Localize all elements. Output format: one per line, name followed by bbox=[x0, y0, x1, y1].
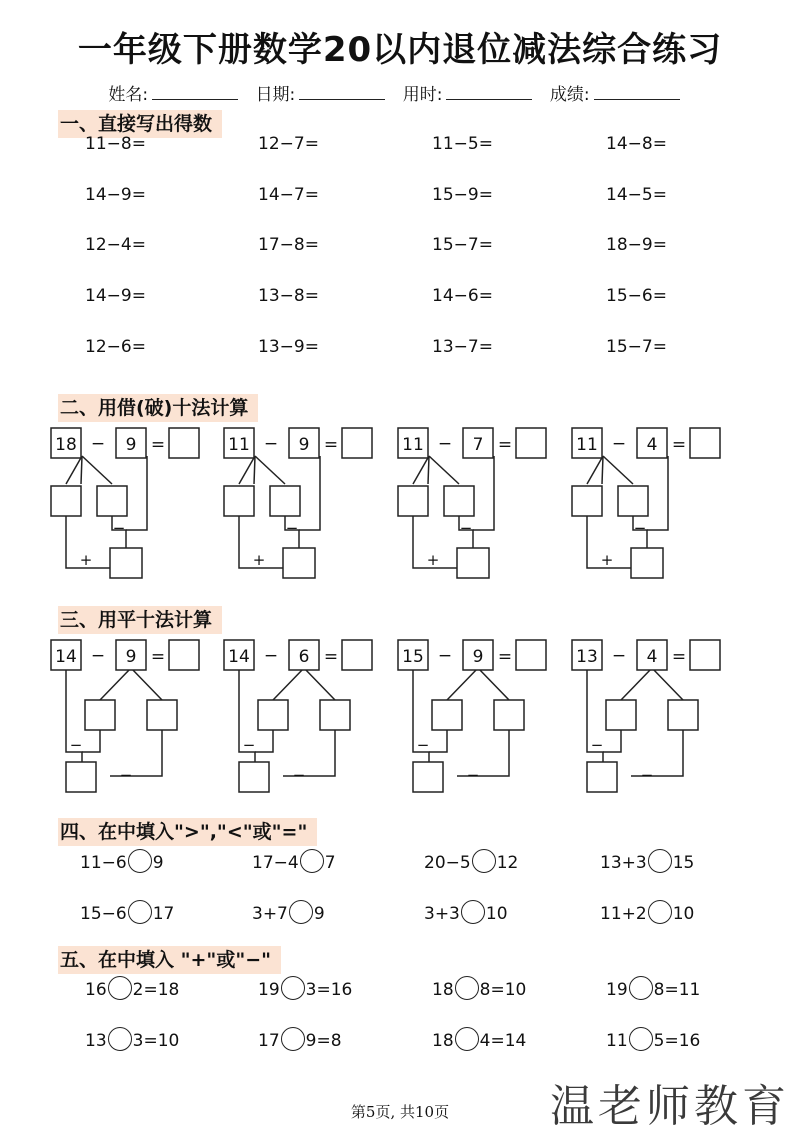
minus-sign: − bbox=[263, 646, 279, 666]
connector-line bbox=[299, 456, 320, 530]
worksheet-title: 一年级下册数学20以内退位减法综合练习 bbox=[77, 30, 723, 70]
equation-item: 17−8= bbox=[258, 235, 319, 255]
right-expression: 15 bbox=[672, 853, 695, 873]
fill-in-item bbox=[600, 902, 694, 926]
split-box-ten[interactable] bbox=[224, 486, 254, 516]
date-blank[interactable] bbox=[299, 85, 385, 100]
name-label: 姓名: bbox=[108, 85, 149, 105]
minus-sign: − bbox=[459, 519, 473, 537]
equals-sign: = bbox=[150, 647, 166, 667]
equation-item: 12−7= bbox=[258, 134, 319, 154]
connector-line bbox=[429, 456, 459, 484]
minus-sign: − bbox=[263, 434, 279, 454]
answer-box[interactable] bbox=[169, 640, 199, 670]
time-label: 用时: bbox=[402, 85, 443, 105]
left-expression: 19 bbox=[258, 980, 280, 1000]
answer-circle[interactable] bbox=[472, 849, 496, 873]
fill-in-item bbox=[80, 902, 174, 926]
equation-item: 12−6= bbox=[85, 337, 146, 357]
split-box-ten[interactable] bbox=[398, 486, 428, 516]
connector-line bbox=[255, 730, 273, 752]
minus-sign: − bbox=[416, 736, 430, 754]
left-expression: 17 bbox=[258, 1031, 280, 1051]
minus-sign: − bbox=[466, 766, 480, 784]
diagram-svg bbox=[223, 422, 398, 582]
page-footer: 第5页, 共10页 bbox=[350, 1103, 450, 1121]
connector-line bbox=[304, 668, 335, 700]
fill-in-item bbox=[85, 978, 179, 1002]
minuend-number: 18 bbox=[55, 435, 77, 455]
diagram-svg bbox=[50, 422, 225, 582]
right-expression: 5=16 bbox=[653, 1031, 701, 1051]
plus-sign: + bbox=[426, 551, 440, 569]
subtrahend-number: 6 bbox=[298, 647, 310, 667]
split-box-ones[interactable] bbox=[97, 486, 127, 516]
answer-circle[interactable] bbox=[629, 1027, 653, 1051]
connector-line bbox=[100, 668, 131, 700]
equation-item: 14−7= bbox=[258, 185, 319, 205]
fill-in-item bbox=[606, 978, 700, 1002]
connector-line bbox=[478, 668, 509, 700]
connector-line bbox=[131, 668, 162, 700]
equation-item: 11−5= bbox=[432, 134, 493, 154]
equals-sign: = bbox=[671, 435, 687, 455]
fill-in-item bbox=[85, 1029, 179, 1053]
subtrahend-number: 9 bbox=[298, 435, 310, 455]
right-expression: 8=10 bbox=[479, 980, 527, 1000]
equals-sign: = bbox=[323, 435, 339, 455]
minuend-number: 14 bbox=[55, 647, 77, 667]
answer-circle[interactable] bbox=[281, 976, 305, 1000]
split-box-left[interactable] bbox=[258, 700, 288, 730]
equation-item: 14−8= bbox=[606, 134, 667, 154]
equals-sign: = bbox=[497, 647, 513, 667]
left-expression: 15−6 bbox=[80, 904, 127, 924]
watermark-text: 温老师教育 bbox=[550, 1081, 790, 1132]
right-expression: 9 bbox=[152, 853, 164, 873]
connector-line bbox=[473, 456, 494, 530]
equation-item: 14−9= bbox=[85, 286, 146, 306]
equation-item: 18−9= bbox=[606, 235, 667, 255]
fill-in-item bbox=[600, 851, 694, 875]
split-box-right[interactable] bbox=[668, 700, 698, 730]
fill-in-item bbox=[252, 851, 336, 875]
connector-line bbox=[283, 730, 335, 776]
right-expression: 9=8 bbox=[305, 1031, 342, 1051]
left-expression: 3+7 bbox=[252, 904, 288, 924]
split-box-right[interactable] bbox=[320, 700, 350, 730]
diagram-svg bbox=[571, 422, 746, 582]
equation-item: 11−8= bbox=[85, 134, 146, 154]
minus-sign: − bbox=[242, 736, 256, 754]
level-ten-diagram bbox=[397, 634, 572, 798]
right-expression: 7 bbox=[324, 853, 336, 873]
right-expression: 12 bbox=[496, 853, 519, 873]
diagram-svg bbox=[50, 634, 225, 794]
fill-in-item bbox=[258, 1029, 342, 1053]
connector-line bbox=[631, 730, 683, 776]
answer-circle[interactable] bbox=[455, 976, 479, 1000]
subtrahend-number: 9 bbox=[472, 647, 484, 667]
left-expression: 11−6 bbox=[80, 853, 127, 873]
right-expression: 17 bbox=[152, 904, 175, 924]
fill-in-item bbox=[80, 851, 164, 875]
answer-circle[interactable] bbox=[455, 1027, 479, 1051]
connector-line bbox=[587, 456, 603, 484]
minus-sign: − bbox=[119, 766, 133, 784]
left-expression: 18 bbox=[432, 980, 454, 1000]
equals-sign: = bbox=[671, 647, 687, 667]
left-expression: 18 bbox=[432, 1031, 454, 1051]
section-heading-3: 三、用平十法计算 bbox=[58, 606, 222, 634]
minus-sign: − bbox=[69, 736, 83, 754]
level-ten-diagram bbox=[50, 634, 225, 798]
intermediate-box[interactable] bbox=[110, 548, 142, 578]
equation-item: 15−7= bbox=[606, 337, 667, 357]
answer-circle[interactable] bbox=[289, 900, 313, 924]
intermediate-box[interactable] bbox=[239, 762, 269, 792]
minuend-number: 11 bbox=[228, 435, 250, 455]
equation-item: 13−7= bbox=[432, 337, 493, 357]
intermediate-box[interactable] bbox=[283, 548, 315, 578]
minus-sign: − bbox=[285, 519, 299, 537]
minuend-number: 11 bbox=[402, 435, 424, 455]
intermediate-box[interactable] bbox=[631, 548, 663, 578]
connector-line bbox=[239, 456, 255, 484]
right-expression: 9 bbox=[313, 904, 325, 924]
fill-in-item bbox=[252, 902, 325, 926]
right-expression: 3=10 bbox=[132, 1031, 180, 1051]
connector-line bbox=[81, 456, 82, 484]
right-expression: 8=11 bbox=[653, 980, 701, 1000]
connector-line bbox=[603, 456, 633, 484]
fill-in-item bbox=[432, 978, 526, 1002]
minuend-number: 15 bbox=[402, 647, 424, 667]
equals-sign: = bbox=[150, 435, 166, 455]
borrow-ten-diagram bbox=[223, 422, 398, 586]
section-heading-2: 二、用借(破)十法计算 bbox=[58, 394, 258, 422]
score-blank[interactable] bbox=[594, 85, 680, 100]
minuend-number: 11 bbox=[576, 435, 598, 455]
connector-line bbox=[447, 668, 478, 700]
connector-line bbox=[603, 730, 621, 752]
connector-line bbox=[647, 456, 668, 530]
left-expression: 11 bbox=[606, 1031, 628, 1051]
answer-box[interactable] bbox=[690, 640, 720, 670]
minus-sign: − bbox=[633, 519, 647, 537]
plus-sign: + bbox=[79, 551, 93, 569]
left-expression: 3+3 bbox=[424, 904, 460, 924]
right-expression: 2=18 bbox=[132, 980, 180, 1000]
fill-in-item bbox=[424, 851, 518, 875]
answer-circle[interactable] bbox=[128, 849, 152, 873]
split-box-left[interactable] bbox=[85, 700, 115, 730]
answer-circle[interactable] bbox=[108, 976, 132, 1000]
plus-sign: + bbox=[600, 551, 614, 569]
fill-in-item bbox=[258, 978, 352, 1002]
minus-sign: − bbox=[90, 434, 106, 454]
answer-circle[interactable] bbox=[281, 1027, 305, 1051]
answer-circle[interactable] bbox=[461, 900, 485, 924]
diagram-svg bbox=[397, 422, 572, 582]
connector-line bbox=[82, 456, 112, 484]
answer-circle[interactable] bbox=[648, 849, 672, 873]
intermediate-box[interactable] bbox=[587, 762, 617, 792]
answer-box[interactable] bbox=[342, 428, 372, 458]
left-expression: 13 bbox=[85, 1031, 107, 1051]
connector-line bbox=[255, 456, 285, 484]
time-blank[interactable] bbox=[446, 85, 532, 100]
fill-in-item bbox=[606, 1029, 700, 1053]
answer-box[interactable] bbox=[516, 428, 546, 458]
subtrahend-number: 7 bbox=[472, 435, 484, 455]
fill-in-item bbox=[424, 902, 508, 926]
left-expression: 11+2 bbox=[600, 904, 647, 924]
equation-item: 13−8= bbox=[258, 286, 319, 306]
equation-item: 15−7= bbox=[432, 235, 493, 255]
borrow-ten-diagram bbox=[571, 422, 746, 586]
diagram-svg bbox=[397, 634, 572, 794]
right-expression: 10 bbox=[485, 904, 508, 924]
level-ten-diagram bbox=[571, 634, 746, 798]
answer-circle[interactable] bbox=[128, 900, 152, 924]
connector-line bbox=[457, 730, 509, 776]
intermediate-box[interactable] bbox=[413, 762, 443, 792]
answer-circle[interactable] bbox=[300, 849, 324, 873]
diagram-svg bbox=[571, 634, 746, 794]
split-box-right[interactable] bbox=[147, 700, 177, 730]
connector-line bbox=[126, 456, 147, 530]
equation-item: 15−9= bbox=[432, 185, 493, 205]
split-box-ones[interactable] bbox=[444, 486, 474, 516]
minus-sign: − bbox=[611, 646, 627, 666]
left-expression: 13+3 bbox=[600, 853, 647, 873]
connector-line bbox=[621, 668, 652, 700]
equation-item: 15−6= bbox=[606, 286, 667, 306]
score-label: 成绩: bbox=[549, 85, 590, 105]
minus-sign: − bbox=[640, 766, 654, 784]
equation-item: 14−9= bbox=[85, 185, 146, 205]
subtrahend-number: 4 bbox=[646, 435, 658, 455]
subtrahend-number: 9 bbox=[125, 435, 137, 455]
fill-in-item bbox=[432, 1029, 526, 1053]
connector-line bbox=[413, 456, 429, 484]
section-heading-1: 一、直接写出得数 bbox=[58, 110, 222, 138]
connector-line bbox=[110, 730, 162, 776]
left-expression: 17−4 bbox=[252, 853, 299, 873]
connector-line bbox=[428, 456, 429, 484]
connector-line bbox=[602, 456, 603, 484]
connector-line bbox=[273, 668, 304, 700]
section-heading-4: 四、在中填入">","<"或"=" bbox=[58, 818, 317, 846]
borrow-ten-diagram bbox=[397, 422, 572, 586]
student-info-line bbox=[0, 80, 800, 105]
equals-sign: = bbox=[497, 435, 513, 455]
answer-box[interactable] bbox=[169, 428, 199, 458]
minus-sign: − bbox=[437, 434, 453, 454]
diagram-svg bbox=[223, 634, 398, 794]
equation-item: 14−6= bbox=[432, 286, 493, 306]
connector-line bbox=[254, 456, 255, 484]
split-box-ten[interactable] bbox=[51, 486, 81, 516]
equals-sign: = bbox=[323, 647, 339, 667]
subtrahend-number: 9 bbox=[125, 647, 137, 667]
intermediate-box[interactable] bbox=[457, 548, 489, 578]
split-box-ones[interactable] bbox=[270, 486, 300, 516]
borrow-ten-diagram bbox=[50, 422, 225, 586]
name-blank[interactable] bbox=[152, 85, 238, 100]
answer-box[interactable] bbox=[690, 428, 720, 458]
right-expression: 4=14 bbox=[479, 1031, 527, 1051]
connector-line bbox=[652, 668, 683, 700]
answer-circle[interactable] bbox=[629, 976, 653, 1000]
minus-sign: − bbox=[590, 736, 604, 754]
minus-sign: − bbox=[292, 766, 306, 784]
connector-line bbox=[82, 730, 100, 752]
intermediate-box[interactable] bbox=[66, 762, 96, 792]
equation-item: 12−4= bbox=[85, 235, 146, 255]
connector-line bbox=[429, 730, 447, 752]
date-label: 日期: bbox=[255, 85, 296, 105]
left-expression: 16 bbox=[85, 980, 107, 1000]
minuend-number: 13 bbox=[576, 647, 598, 667]
equation-item: 14−5= bbox=[606, 185, 667, 205]
split-box-left[interactable] bbox=[432, 700, 462, 730]
section-heading-5: 五、在中填入 "+"或"−" bbox=[58, 946, 281, 974]
answer-circle[interactable] bbox=[108, 1027, 132, 1051]
minus-sign: − bbox=[611, 434, 627, 454]
split-box-ten[interactable] bbox=[572, 486, 602, 516]
minus-sign: − bbox=[437, 646, 453, 666]
right-expression: 3=16 bbox=[305, 980, 353, 1000]
answer-circle[interactable] bbox=[648, 900, 672, 924]
split-box-ones[interactable] bbox=[618, 486, 648, 516]
left-expression: 20−5 bbox=[424, 853, 471, 873]
answer-box[interactable] bbox=[342, 640, 372, 670]
level-ten-diagram bbox=[223, 634, 398, 798]
split-box-right[interactable] bbox=[494, 700, 524, 730]
left-expression: 19 bbox=[606, 980, 628, 1000]
equation-item: 13−9= bbox=[258, 337, 319, 357]
minus-sign: − bbox=[112, 519, 126, 537]
minuend-number: 14 bbox=[228, 647, 250, 667]
right-expression: 10 bbox=[672, 904, 695, 924]
connector-line bbox=[66, 456, 82, 484]
split-box-left[interactable] bbox=[606, 700, 636, 730]
minus-sign: − bbox=[90, 646, 106, 666]
subtrahend-number: 4 bbox=[646, 647, 658, 667]
answer-box[interactable] bbox=[516, 640, 546, 670]
plus-sign: + bbox=[252, 551, 266, 569]
